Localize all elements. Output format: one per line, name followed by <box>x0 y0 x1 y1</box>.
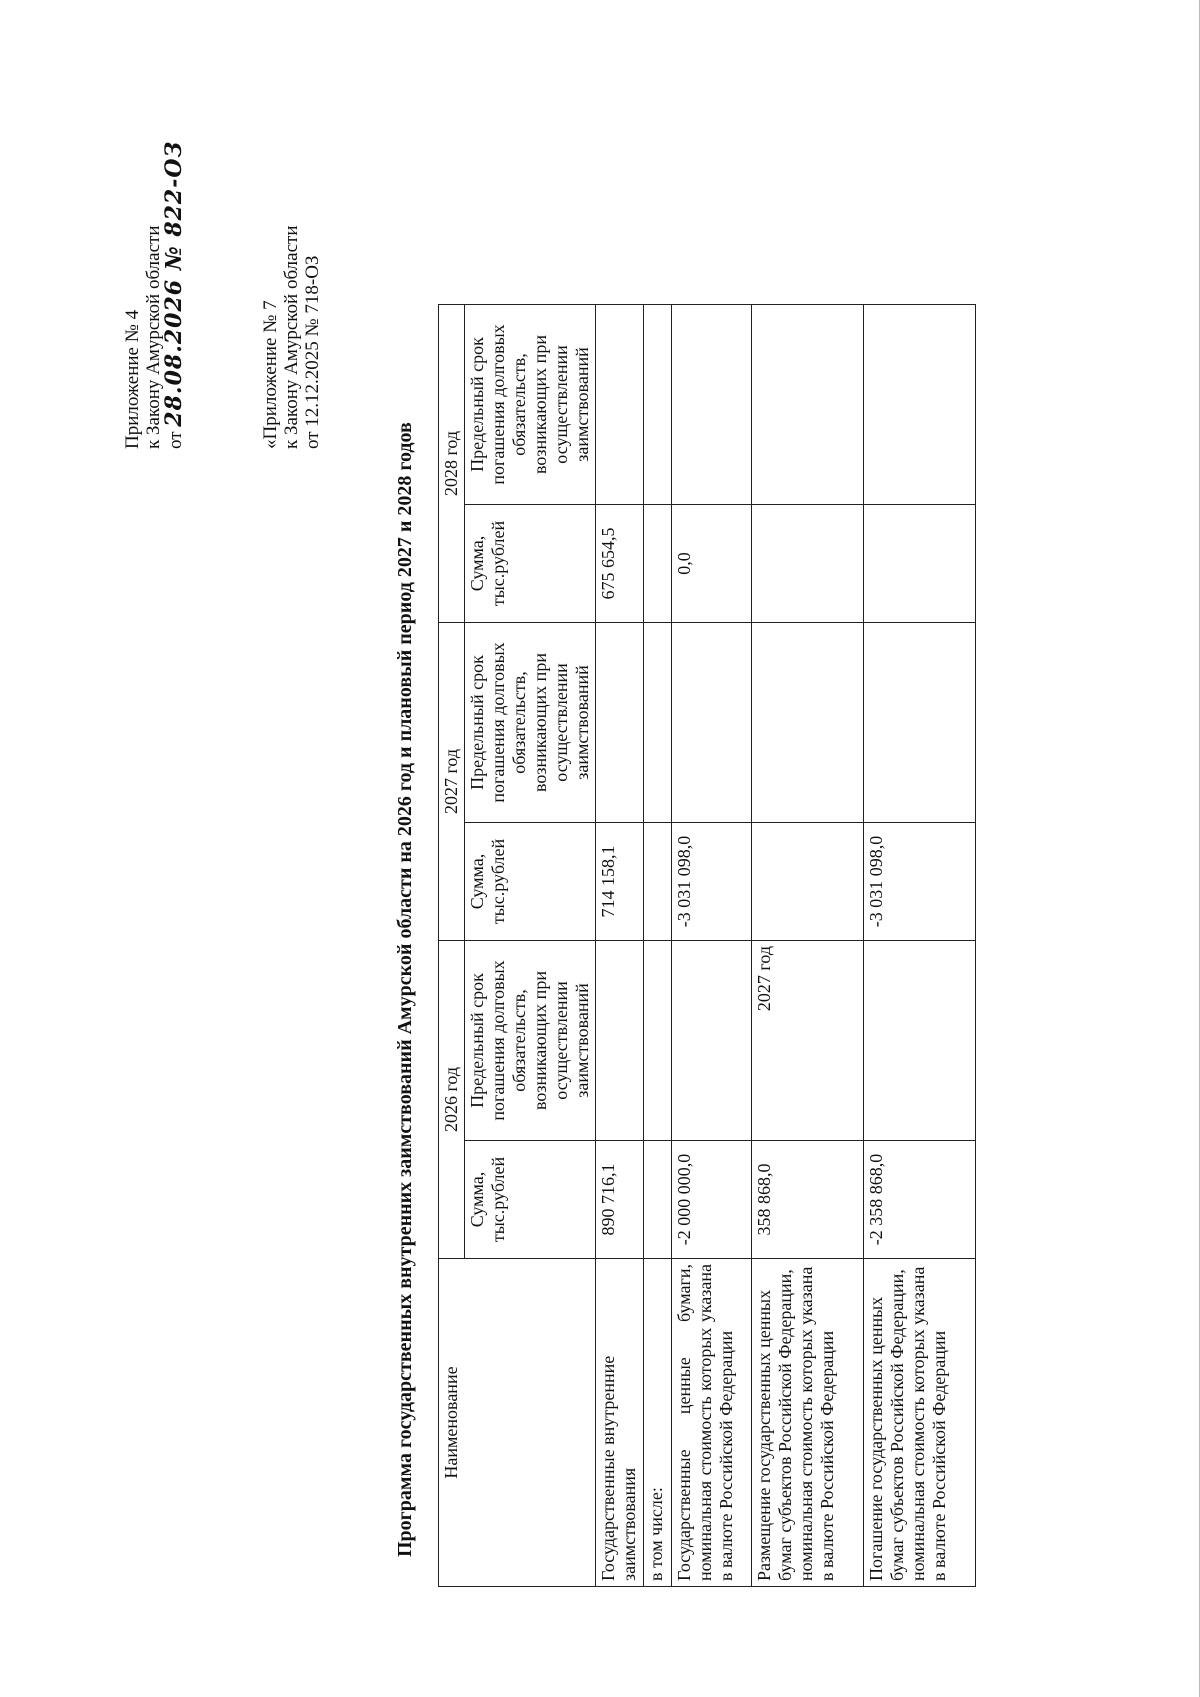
sum-cell: 0,0 <box>672 505 752 623</box>
term-cell <box>596 941 644 1141</box>
column-header-name: Наименование <box>439 1259 596 1587</box>
annex-header <box>122 141 186 449</box>
sum-cell <box>864 505 976 623</box>
annex-date-line <box>161 140 187 449</box>
prev-annex-line: от 12.12.2025 № 718-ОЗ <box>302 255 323 449</box>
term-cell <box>596 305 644 505</box>
prev-annex-line: «Приложение № 7 <box>260 300 281 449</box>
sum-cell: 675 654,5 <box>596 505 644 623</box>
term-cell <box>596 623 644 823</box>
sum-cell <box>752 823 864 941</box>
previous-annex-header <box>260 226 323 450</box>
sum-cell <box>644 1141 672 1259</box>
row-name: Размещение государственных ценных бумаг субъектов Российской Федерации, номинальная стоимость которых указана в валюте Российской Федерации <box>752 1259 864 1587</box>
term-cell <box>644 941 672 1141</box>
table-row <box>644 305 672 1587</box>
row-name: в том числе: <box>644 1259 672 1587</box>
term-cell <box>864 305 976 505</box>
term-cell <box>752 305 864 505</box>
document-title: Программа государственных внутренних заимствований Амурской области на 2026 год и плановый период 2027 и 2028 годов <box>394 422 416 1557</box>
sum-cell: -2 000 000,0 <box>672 1141 752 1259</box>
column-header-year-2027: 2027 год <box>439 623 465 941</box>
term-cell <box>752 623 864 823</box>
column-header-sum: Сумма, тыс.рублей <box>465 1141 596 1259</box>
term-cell <box>644 623 672 823</box>
row-name: Погашение государственных ценных бумаг субъектов Российской Федерации, номинальная стоимость которых указана в валюте Российской Федерации <box>864 1259 976 1587</box>
borrowing-program-table <box>438 304 976 1587</box>
column-header-term: Предельный срок погашения долговых обязательств, возникающих при осуществлении заимствований <box>465 941 596 1141</box>
column-header-sum: Сумма, тыс.рублей <box>465 823 596 941</box>
sum-cell: -3 031 098,0 <box>672 823 752 941</box>
column-header-term: Предельный срок погашения долговых обязательств, возникающих при осуществлении заимствований <box>465 305 596 505</box>
sum-cell <box>644 823 672 941</box>
column-header-year-2026: 2026 год <box>439 941 465 1259</box>
table-row <box>864 305 976 1587</box>
handwritten-date: 28.08.2026 № 822-ОЗ <box>161 140 187 427</box>
term-cell <box>672 623 752 823</box>
sum-cell: 890 716,1 <box>596 1141 644 1259</box>
term-cell <box>864 623 976 823</box>
table-row <box>752 305 864 1587</box>
sum-cell <box>644 505 672 623</box>
sum-cell: 714 158,1 <box>596 823 644 941</box>
column-header-year-2028: 2028 год <box>439 305 465 623</box>
annex-line: Приложение № 4 <box>122 309 143 449</box>
term-cell: 2027 год <box>752 941 864 1141</box>
sum-cell <box>752 505 864 623</box>
term-cell <box>644 305 672 505</box>
sum-cell: -3 031 098,0 <box>864 823 976 941</box>
term-cell <box>864 941 976 1141</box>
column-header-sum: Сумма, тыс.рублей <box>465 505 596 623</box>
row-name: Государственные внутренние заимствования <box>596 1259 644 1587</box>
annex-date-prefix: от <box>165 426 186 449</box>
prev-annex-line: к Закону Амурской области <box>281 225 302 449</box>
annex-line: к Закону Амурской области <box>143 225 164 449</box>
table-row <box>596 305 644 1587</box>
term-cell <box>672 305 752 505</box>
term-cell <box>672 941 752 1141</box>
column-header-term: Предельный срок погашения долговых обязательств, возникающих при осуществлении заимствований <box>465 623 596 823</box>
row-name: Государственные ценные бумаги, номинальная стоимость которых указана в валюте Российской Федерации <box>672 1259 752 1587</box>
sum-cell: 358 868,0 <box>752 1141 864 1259</box>
sum-cell: -2 358 868,0 <box>864 1141 976 1259</box>
table-row <box>672 305 752 1587</box>
